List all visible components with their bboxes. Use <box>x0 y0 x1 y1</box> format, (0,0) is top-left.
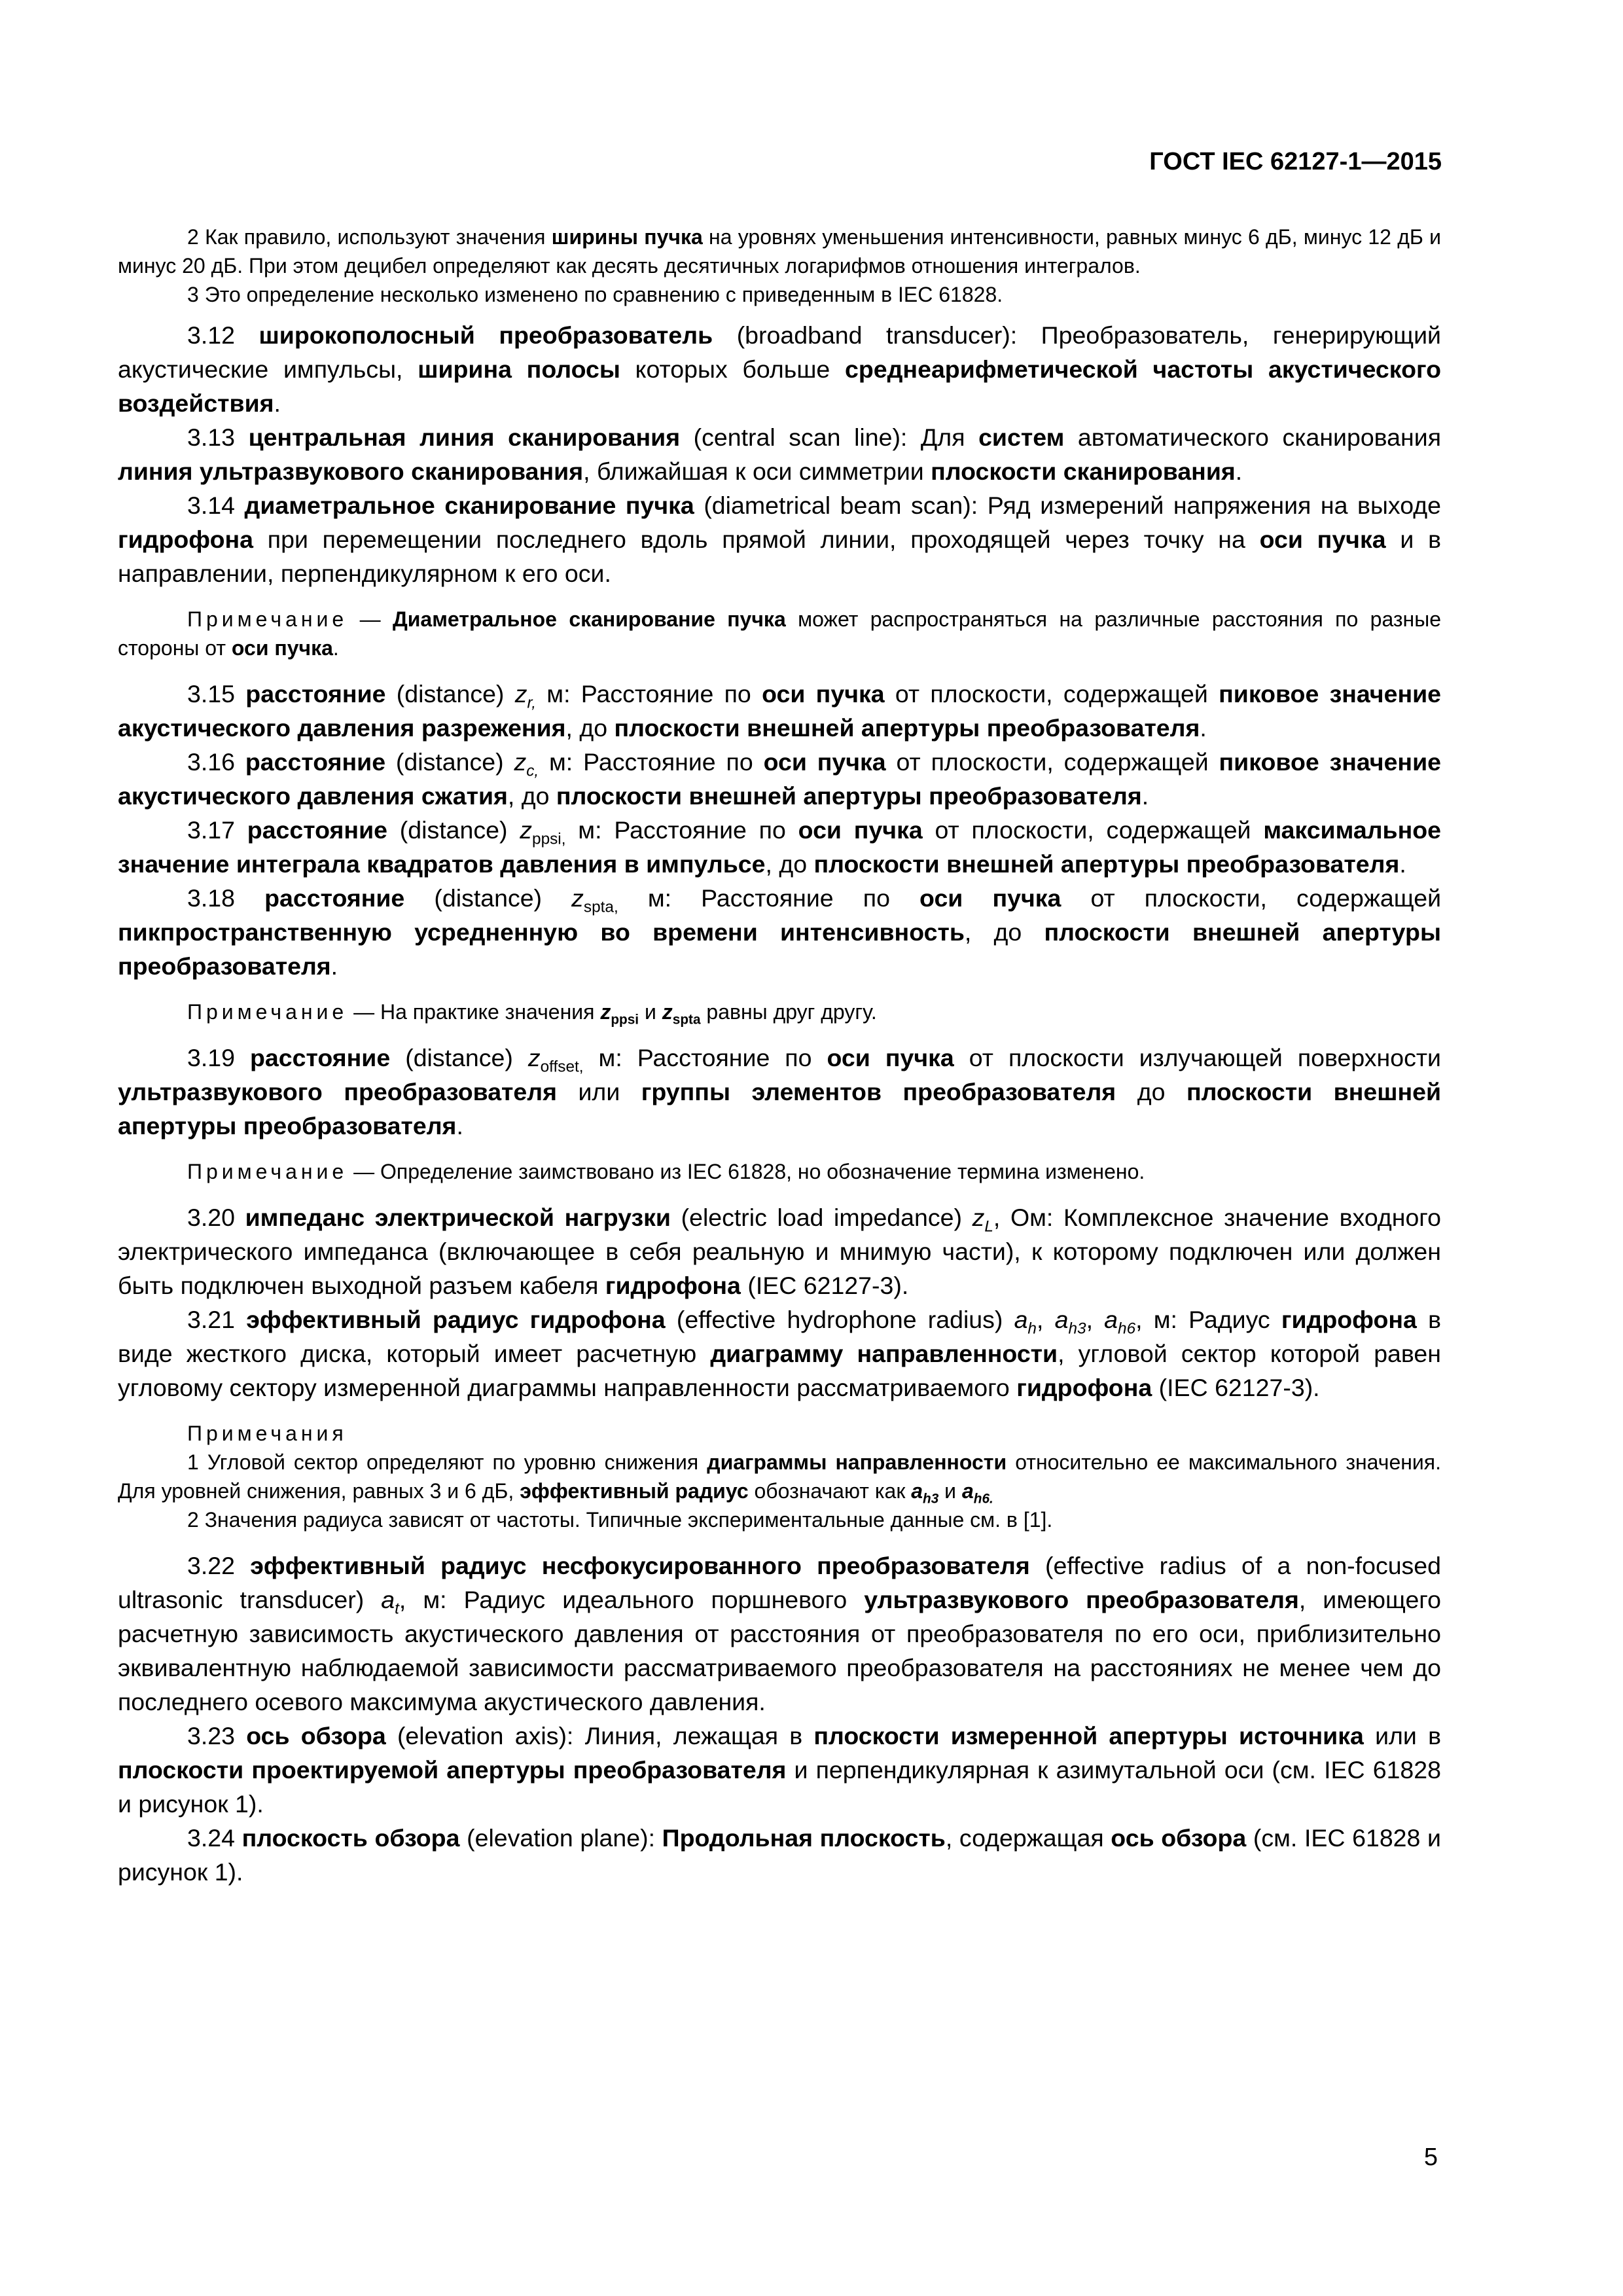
bold-term: гидрофона <box>1016 1374 1152 1401</box>
text-run: м: Расстояние по <box>536 680 762 708</box>
note-3-11-2 <box>118 223 1441 280</box>
text-run: равны друг другу. <box>700 1000 877 1024</box>
bold-term: гидрофона <box>605 1272 741 1299</box>
bold-term: расстояние <box>245 748 386 776</box>
text-run: , до <box>565 714 615 742</box>
bold-term: гидрофона <box>118 526 254 553</box>
note-3-14 <box>118 605 1441 662</box>
text-run: , м: Радиус <box>1135 1306 1281 1333</box>
text-run: — На практике значения <box>348 1000 601 1024</box>
subscript: ppsi, <box>532 830 566 848</box>
text-run: Примечание <box>187 607 348 631</box>
bold-term: оси пучка <box>762 680 885 708</box>
text-run: которых больше <box>620 355 846 383</box>
subscript: h <box>1027 1319 1037 1338</box>
text-run: 3.13 <box>187 423 249 451</box>
bold-term: оси пучка <box>231 636 333 660</box>
bold-term: оси пучка <box>919 884 1061 912</box>
text-run: относительно ее максимального значения. Для уровней снижения, равных 3 и 6 дБ, <box>118 1450 1442 1503</box>
text-run: (diametrical beam scan): Ряд измерений напряжения на выходе <box>694 492 1442 519</box>
text-run: , до <box>507 782 556 810</box>
text-run: — <box>348 607 393 631</box>
text-run: или <box>556 1078 641 1105</box>
bold-term: систем <box>978 423 1065 451</box>
bold-term: среднеарифметической частоты акустического воздействия <box>118 355 1442 417</box>
subscript: offset, <box>540 1058 584 1076</box>
bold-term: ширины пучка <box>551 225 703 249</box>
bold-term: пикпространственную усредненную во времени интенсивность <box>118 918 965 946</box>
text-run: (distance) <box>387 816 520 844</box>
term-3-17 <box>118 813 1441 881</box>
text-run: (elevation plane): <box>459 1824 662 1852</box>
bold-term: плоскости сканирования <box>931 457 1236 485</box>
notes-3-21-title <box>118 1419 1441 1448</box>
bold-term: плоскости внешней апертуры преобразователя <box>813 850 1400 878</box>
text-run: (electric load impedance) <box>670 1204 972 1231</box>
text-run: 3.12 <box>187 321 259 349</box>
subscript: spta, <box>583 898 618 916</box>
text-run: 3.14 <box>187 492 245 519</box>
bold-term: расстояние <box>247 816 387 844</box>
text-run: или в <box>1363 1722 1441 1749</box>
text-run: 3.18 <box>187 884 265 912</box>
bold-term: a <box>961 1479 974 1503</box>
text-run: . <box>1235 457 1243 485</box>
text-run: 3.15 <box>187 680 246 708</box>
text-run: (elevation axis): Линия, лежащая в <box>385 1722 814 1749</box>
subscript: h6. <box>973 1491 993 1507</box>
text-run: (distance) <box>385 748 514 776</box>
bold-term: плоскости внешней апертуры преобразователя <box>118 918 1441 980</box>
text-run: (distance) <box>404 884 572 912</box>
text-run: (effective hydrophone radius) <box>665 1306 1014 1333</box>
bold-term: гидрофона <box>1281 1306 1417 1333</box>
text-run: z <box>972 1204 985 1231</box>
bold-term: пиковое значение акустического давления разрежения <box>118 680 1441 742</box>
bold-term: ось обзора <box>1111 1824 1247 1852</box>
bold-term: Диаметральное сканирование пучка <box>392 607 786 631</box>
text-run: 3.23 <box>187 1722 247 1749</box>
text-run: a <box>1014 1306 1028 1333</box>
bold-term: расстояние <box>264 884 405 912</box>
term-3-24 <box>118 1821 1441 1889</box>
term-3-19 <box>118 1041 1441 1143</box>
text-run: до <box>1116 1078 1186 1105</box>
text-run: м: Расстояние по <box>618 884 920 912</box>
bold-term: плоскости внешней апертуры преобразователя <box>556 782 1142 810</box>
bold-term: a <box>911 1479 923 1503</box>
text-run: от плоскости, содержащей <box>885 748 1219 776</box>
text-run: , <box>1086 1306 1105 1333</box>
text-run: 3.16 <box>187 748 245 776</box>
bold-term: расстояние <box>250 1044 391 1071</box>
text-run: автоматического сканирования <box>1064 423 1442 451</box>
text-run: . <box>332 636 339 660</box>
bold-term: пиковое значение акустического давления сжатия <box>118 748 1441 810</box>
note-3-21-1 <box>118 1448 1441 1505</box>
text-run: 3.20 <box>187 1204 245 1231</box>
text-run: 3.21 <box>187 1306 247 1333</box>
text-run: и в направлении, перпендикулярном к его оси. <box>118 526 1441 587</box>
bold-term: линия ультразвукового сканирования <box>118 457 584 485</box>
term-3-14 <box>118 488 1441 590</box>
bold-term: ширина полосы <box>418 355 620 383</box>
subscript: c, <box>526 762 539 780</box>
bold-term: диаметральное сканирование пучка <box>244 492 694 519</box>
text-run: м: Расстояние по <box>565 816 798 844</box>
subscript: ppsi <box>611 1012 639 1028</box>
note-3-19 <box>118 1157 1441 1186</box>
term-3-13 <box>118 420 1441 488</box>
text-run: z <box>520 816 533 844</box>
bold-term: ось обзора <box>246 1722 386 1749</box>
term-3-23 <box>118 1719 1441 1821</box>
text-run: (effective radius of a non-focused ultrasonic transducer) <box>118 1552 1442 1613</box>
term-3-22 <box>118 1549 1441 1719</box>
text-run: z <box>527 1044 541 1071</box>
note-3-11-3 <box>118 280 1441 309</box>
text-run: a <box>381 1586 395 1613</box>
text-run: . <box>1200 714 1207 742</box>
text-run: и перпендикулярная к азимутальной оси (см. IEC 61828 и рисунок 1). <box>118 1756 1441 1818</box>
text-run: 3.17 <box>187 816 247 844</box>
bold-term: центральная линия сканирования <box>248 423 681 451</box>
text-run: обозначают как <box>748 1479 912 1503</box>
term-3-18 <box>118 881 1441 983</box>
text-run: . <box>456 1112 463 1139</box>
text-run: 1 Угловой сектор определяют по уровню снижения <box>187 1450 707 1474</box>
subscript: spta <box>672 1012 701 1028</box>
text-run: (broadband transducer): Преобразователь, генерирующий акустические импульсы, <box>118 321 1441 383</box>
text-run: 3.19 <box>187 1044 250 1071</box>
text-run: , <box>1036 1306 1055 1333</box>
text-run: (см. IEC 61828 и рисунок 1). <box>118 1824 1441 1886</box>
note-3-18 <box>118 997 1441 1026</box>
subscript: h6 <box>1118 1319 1136 1338</box>
text-run: — Определение заимствовано из IEC 61828, но обозначение термина изменено. <box>348 1160 1145 1183</box>
text-run: (IEC 62127-3). <box>740 1272 909 1299</box>
text-run: м: Расстояние по <box>539 748 764 776</box>
text-run: при перемещении последнего вдоль прямой линии, проходящей через точку на <box>253 526 1260 553</box>
text-run: z <box>514 748 527 776</box>
bold-term: группы элементов преобразователя <box>641 1078 1116 1105</box>
page-number: 5 <box>1423 2144 1438 2171</box>
text-run: , м: Радиус идеального поршневого <box>399 1586 865 1613</box>
text-run: . <box>1141 782 1149 810</box>
bold-term: диаграмму направленности <box>710 1340 1058 1367</box>
text-run: , угловой сектор которой равен угловому сектору измеренной диаграммы направленности рассматриваемого <box>118 1340 1441 1401</box>
bold-term: оси пучка <box>763 748 886 776</box>
term-3-20 <box>118 1200 1441 1302</box>
bold-term: широкополосный преобразователь <box>259 321 713 349</box>
bold-term: плоскость обзора <box>241 1824 460 1852</box>
text-run: , имеющего расчетную зависимость акустического давления от расстояния от преобразователя по его оси, приблизительно эквивалентную наблюдаемой зависимости рассматриваемого преобразователя на расстояниях не менее чем до последнего осевого максимума акустического давления. <box>118 1586 1442 1715</box>
text-run: 3.22 <box>187 1552 251 1579</box>
bold-term: плоскости проектируемой апертуры преобразователя <box>118 1756 787 1784</box>
text-run: , до <box>964 918 1044 946</box>
bold-term: z <box>662 1000 673 1024</box>
text-run: (IEC 62127-3). <box>1152 1374 1320 1401</box>
bold-term: плоскости внешней апертуры преобразователя <box>118 1078 1442 1139</box>
text-run: от плоскости, содержащей <box>922 816 1264 844</box>
text-run: z <box>571 884 584 912</box>
bold-term: диаграммы направленности <box>707 1450 1007 1474</box>
bold-term: ультразвукового преобразователя <box>864 1586 1299 1613</box>
document-body <box>118 223 1441 1889</box>
term-3-21 <box>118 1302 1441 1405</box>
text-run: может распространяться на различные расстояния по разные стороны от <box>118 607 1442 660</box>
text-run: 3 Это определение несколько изменено по сравнению с приведенным в IEC 61828. <box>187 283 1003 306</box>
text-run: от плоскости, содержащей <box>884 680 1219 708</box>
text-run: , до <box>765 850 814 878</box>
text-run: , Ом: Комплексное значение входного электрического импеданса (включающее в себя реальную и мнимую части), к которому подключен или должен быть подключен выходной разъем кабеля <box>118 1204 1442 1299</box>
text-run: от плоскости излучающей поверхности <box>954 1044 1441 1071</box>
bold-term: оси пучка <box>798 816 923 844</box>
term-3-12 <box>118 318 1441 420</box>
text-run: . <box>330 952 338 980</box>
text-run: . <box>274 389 281 417</box>
text-run: a <box>1054 1306 1069 1333</box>
bold-term: эффективный радиус несфокусированного преобразователя <box>250 1552 1030 1579</box>
text-run: на уровнях уменьшения интенсивности, равных минус 6 дБ, минус 12 дБ и минус 20 дБ. При этом децибел определяют как десять десятичных логарифмов отношения интегралов. <box>118 225 1441 278</box>
subscript: r, <box>527 694 537 712</box>
bold-term: плоскости внешней апертуры преобразователя <box>614 714 1200 742</box>
bold-term: максимальное значение интеграла квадратов давления в импульсе <box>118 816 1442 878</box>
text-run: 2 Как правило, используют значения <box>187 225 552 249</box>
bold-term: эффективный радиус <box>520 1479 749 1503</box>
bold-term: Продольная плоскость <box>662 1824 946 1852</box>
note-3-21-2 <box>118 1505 1441 1534</box>
bold-term: ультразвукового преобразователя <box>118 1078 557 1105</box>
bold-term: z <box>600 1000 611 1024</box>
text-run: z <box>514 680 527 708</box>
text-run: от плоскости, содержащей <box>1061 884 1442 912</box>
subscript: L <box>984 1217 993 1236</box>
document-header: ГОСТ IEC 62127-1—2015 <box>1149 148 1442 175</box>
bold-term: плоскости измеренной апертуры источника <box>813 1722 1364 1749</box>
text-run: в виде жесткого диска, который имеет расчетную <box>118 1306 1441 1367</box>
text-run: 2 Значения радиуса зависят от частоты. Типичные экспериментальные данные см. в [1]. <box>187 1508 1053 1532</box>
subscript: h3 <box>1068 1319 1086 1338</box>
text-run: 3.24 <box>187 1824 242 1852</box>
text-run: Примечания <box>187 1422 348 1445</box>
text-run: (central scan line): Для <box>680 423 979 451</box>
subscript: t <box>395 1600 399 1618</box>
text-run: и <box>938 1479 962 1503</box>
term-3-16 <box>118 745 1441 813</box>
text-run: (distance) <box>390 1044 528 1071</box>
term-3-15 <box>118 677 1441 745</box>
text-run: (distance) <box>385 680 515 708</box>
bold-term: эффективный радиус гидрофона <box>246 1306 666 1333</box>
text-run: Примечание <box>187 1000 348 1024</box>
text-run: Примечание <box>187 1160 348 1183</box>
text-run: . <box>1399 850 1406 878</box>
text-run: и <box>639 1000 662 1024</box>
text-run: , ближайшая к оси симметрии <box>583 457 931 485</box>
bold-term: импеданс электрической нагрузки <box>245 1204 671 1231</box>
text-run: м: Расстояние по <box>583 1044 827 1071</box>
text-run: , содержащая <box>945 1824 1111 1852</box>
bold-term: расстояние <box>245 680 386 708</box>
text-run: a <box>1104 1306 1118 1333</box>
bold-term: оси пучка <box>827 1044 954 1071</box>
bold-term: оси пучка <box>1259 526 1386 553</box>
subscript: h3 <box>923 1491 939 1507</box>
